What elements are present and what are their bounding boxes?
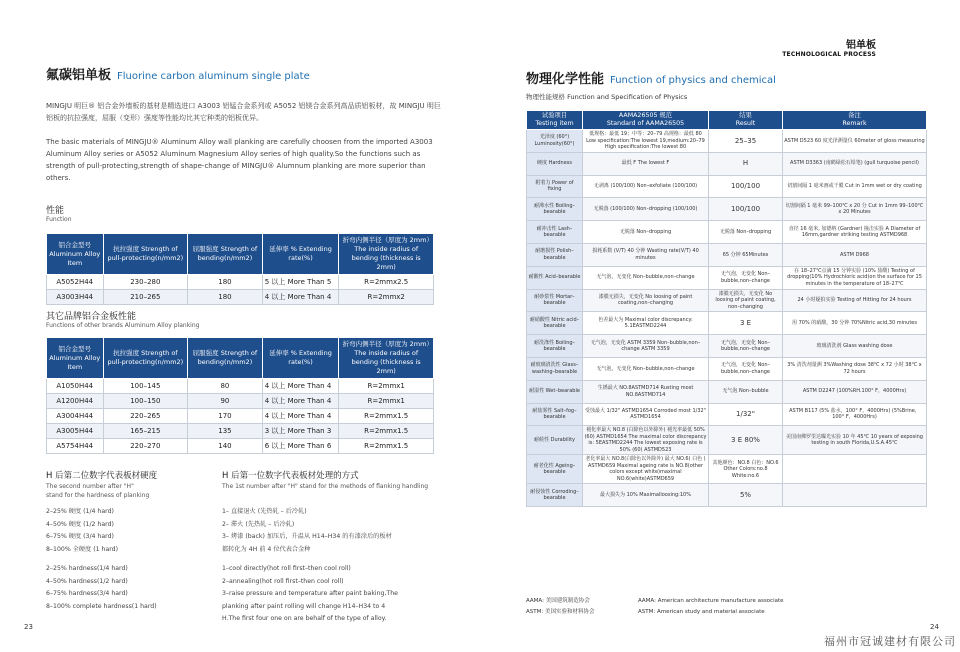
table-row xyxy=(527,175,927,198)
standard-cell: 无气泡，无变化 Non–bubble,non–change xyxy=(583,357,709,380)
remark-cell: 用 70% 的硝酸，30 分钟 70%Nitric acid,30 minutes xyxy=(783,312,927,335)
intro-en: The basic materials of MINGJU® Aluminum Alloy wall planking are carefully choosen from the imported A3003 Aluminum Alloy series or A5052 Aluminum Magnesium Alloy series of high quality.So the functions such as strength of pull-protecting,strength of shape-change of MINGJU® Alumnum planking are more superior than others. xyxy=(46,138,433,182)
table-cell: A3003H44 xyxy=(47,290,104,305)
table-cell: A1200H44 xyxy=(47,394,104,409)
table-cell: 220–265 xyxy=(103,409,188,424)
standard-cell: 无剥离 (100/100) Non–exfoliate (100/100) xyxy=(583,175,709,198)
result-cell: 无气泡，无变化 Non–bubble,non–change xyxy=(709,266,783,289)
table-cell: 3 以上 More Than 3 xyxy=(262,424,339,439)
table-row xyxy=(527,455,927,484)
table-header-cell: 铝合金型号 Aluminum Alloy Item xyxy=(47,338,104,379)
result-cell: 无气泡，无变化 Non–bubble,non–change xyxy=(709,357,783,380)
remark-cell: 在 18–27℃点滴 15 分钟实验 (10% 盐酸) Testing of dropping(10% Hydrochloric acid)on the surface for 15 minutes in the temperature of 18–27℃ xyxy=(783,266,927,289)
list-item: 8–100% 全硬度 (1 hard) xyxy=(46,545,119,553)
table-row xyxy=(47,379,434,394)
table-row xyxy=(527,130,927,153)
page-number-left: 23 xyxy=(24,623,33,631)
table-row xyxy=(527,152,927,175)
table-header-cell: 折弯内侧半径（厚度为 2mm）The inside radius of bending (thickness is 2mm) xyxy=(339,338,434,379)
table-row xyxy=(47,424,434,439)
table-header-cell: 抗拉强度 Strength of pull-protecting(n/mm2) xyxy=(103,338,188,379)
table-cell: A5052H44 xyxy=(47,275,104,290)
table-cell: R=2mmx1 xyxy=(339,394,434,409)
list-item: 4–50% 硬度 (1/2 hard) xyxy=(46,520,114,528)
list-item: 都转化为 4H 前 4 位代表合金种 xyxy=(222,545,311,553)
table-cell: 165–215 xyxy=(103,424,188,439)
table-cell: R=2mmx2 xyxy=(339,290,434,305)
standard-cell: 褪化率最大 NO.8 (白除色以外除外) 褪光率最低 50% (60) ASTMD1654 The maximal color discrepancy is: 5EASTMD2244 The lowest exposing rate is 50% (60) ASTMD523 xyxy=(584,427,707,453)
footnote-cn: ASTM: 美国实验和材料协会 xyxy=(526,609,595,615)
list-item: 6–75% hardness(3/4 hard) xyxy=(46,590,128,597)
remark-cell: ASTM D523 60 度光泽测量仪 60meter of gloss measuring xyxy=(783,130,927,153)
h1-en-list xyxy=(222,563,398,626)
remark-cell xyxy=(783,455,927,484)
test-item: 耐玻璃清洗性 Glass–washing–bearable xyxy=(527,357,583,380)
table-row xyxy=(527,198,927,221)
standard-cell: 生锈最大 NO.8ASTMD714 Rusting most NO.8ASTMD714 xyxy=(583,380,709,403)
header-en: Standard of AAMA26505 xyxy=(606,120,685,127)
table-cell: 170 xyxy=(188,409,263,424)
standard-cell: 最低 F The lowest F xyxy=(583,152,709,175)
list-item: 4–50% hardness(1/2 hard) xyxy=(46,577,128,585)
table-cell: A5754H44 xyxy=(47,439,104,454)
standard-cell: 损耗系数 (V/T) 40 分钟 Wasting rate(V/T) 40 minutes xyxy=(583,243,709,266)
list-item: 2–annealing(hot roll first–then cool roll) xyxy=(222,577,344,585)
table-cell: 6 以上 More Than 6 xyxy=(262,439,339,454)
standard-cell: 受蚀最大 1/32" ASTMD1654 Corroded most 1/32" ASTMD1654 xyxy=(583,403,709,426)
test-item: 耐硝酸性 Nitric acid–bearable xyxy=(527,312,583,335)
standard-cell: 低规格：最低 19；中等：20–79 高规格：最低 80 Low specification:The lowest 19,medium:20–79 High specification:The lowest 80 xyxy=(583,130,709,153)
table-other xyxy=(46,337,434,454)
result-cell: 5% xyxy=(709,484,783,507)
header-badge: 铝单板 TECHNOLOGICAL PROCESS xyxy=(782,40,876,58)
test-item: 耐磨损性 Polish–bearable xyxy=(527,243,583,266)
remark-cell: 3% 清洗剂量测 3%Washing dose 38℃ x 72 小时 38℃ x 72 hours xyxy=(783,357,927,380)
table-header-cell: 屈服强度 Strength of bending(n/mm2) xyxy=(188,234,263,275)
right-page xyxy=(480,0,960,652)
standard-cell: 无气泡，无变化 Non–bubble,non–change xyxy=(583,266,709,289)
table-cell: R=2mmx2.5 xyxy=(339,275,434,290)
remark-cell: ASTM B117 (5% 盐水，100° F，4000Hrs) (5%Brine，100° F，4000Hrs) xyxy=(783,403,927,426)
intro-cn: MINGJU 明巨® 铝合金外墙板的基材是精选进口 A3003 铝锰合金系列或 A5052 铝镁合金系列高品质铝板材，故 MINGJU 明巨 铝板的抗拉强度，屈服（变形）强度等性能均比其它种类的铝板优异。 xyxy=(46,102,441,122)
table-cell: R=2mmx1.5 xyxy=(339,424,434,439)
table-cell: R=2mmx1.5 xyxy=(339,409,434,424)
list-item: 8–100% complete hardness(1 hard) xyxy=(46,602,157,610)
left-title: 氟碳铝单板 Fluorine carbon aluminum single plate xyxy=(46,68,310,83)
remark-cell: ASTM D968 xyxy=(783,243,927,266)
result-cell: 其他颜色：NO.8 白色：NO.6 Other Colors:no.8 White:no.6 xyxy=(709,455,783,484)
result-cell: 65 分钟 65Minutes xyxy=(709,243,783,266)
header-cn: AAMA26505 规范 xyxy=(618,112,673,119)
table-cell: R=2mmx1 xyxy=(339,379,434,394)
standard-cell: 老化率最大 NO.8(白除色以外除外) 最大 NO.6( 白色 ) ASTMD659 Maximal ageing rate is NO.8(other colors except white)maximal NO.6(white)ASTMD659 xyxy=(583,455,709,484)
table-cell: 80 xyxy=(188,379,263,394)
footnote-en: ASTM: American study and material associate xyxy=(638,609,765,615)
watermark-text: 福州市冠诚建材有限公司 xyxy=(824,635,956,648)
remark-cell: 直径 16 毫米, 加德纳 (Gardner) 撞击实验 A Diameter of 16mm,gardner striking testing ASTMD968 xyxy=(783,221,927,244)
standard-cell: 无脱落 (100/100) Non–dropping (100/100) xyxy=(583,198,709,221)
test-item: 附着力 Power of fixing xyxy=(527,175,583,198)
standard-cell: 色差最大为 Maximal color discrepancy: 5.1EASTMD2244 xyxy=(583,312,709,335)
table-cell: R=2mmx1.5 xyxy=(339,439,434,454)
test-item: 耐盐雾性 Salt–fog–bearable xyxy=(527,403,583,426)
list-item: 6–75% 硬度 (3/4 hard) xyxy=(46,533,114,540)
list-item: 2– 滞火 (先热轧 – 后冷轧) xyxy=(222,520,295,528)
table-header-cell: 延伸率 % Extending rate(%) xyxy=(262,234,339,275)
remark-cell: 美国南佛罗里达曝光实验 10 年 45℃ 10 years of exposing testing in south Florida,U.S.A.45℃ xyxy=(783,426,927,455)
header-cn: 试验项目 xyxy=(541,112,568,119)
h1-block: H 后第一位数字代表板材处理的方式 The 1st number after "H" stand for the methods of flanking handling xyxy=(222,471,429,490)
table-row xyxy=(527,335,927,358)
table-cell: 180 xyxy=(188,275,263,290)
table-row xyxy=(527,403,927,426)
table-header-cell xyxy=(583,111,709,130)
list-item: 1–cool directly(hot roll first–then cool roll) xyxy=(222,565,351,572)
table-cell: 210–265 xyxy=(103,290,188,305)
result-cell: 100/100 xyxy=(709,175,783,198)
remark-cell: 切割间隔 1 毫米画或干膜 Cut in 1mm wet or dry coating xyxy=(783,175,927,198)
list-item: planking after paint rolling will change H14–H34 to 4 xyxy=(222,602,386,610)
table-row xyxy=(47,290,434,305)
footnote-row xyxy=(526,607,784,618)
table-row xyxy=(47,394,434,409)
table-header-cell xyxy=(783,111,927,130)
page-number-right: 24 xyxy=(930,623,939,631)
other-heading: 其它品牌铝合金板性能 Functions of other brands Aluminum Alloy planking xyxy=(46,312,200,329)
table-cell: 5 以上 More Than 5 xyxy=(262,275,339,290)
header-cn: 备注 xyxy=(848,112,861,119)
function-heading: 性能 Function xyxy=(46,206,72,223)
remark-cell: 玻璃清洗剂 Glass washing dose xyxy=(783,335,927,358)
table-cell: 4 以上 More Than 4 xyxy=(262,409,339,424)
test-item: 硬度 Hardness xyxy=(527,152,583,175)
standard-cell: 无脱落 Non–dropping xyxy=(583,221,709,244)
standard-cell: 最大损失为 10% Maximalloosing:10% xyxy=(583,484,709,507)
standard-cell: 漆膜无损失，无变化 No loosing of paint coating,non–changing xyxy=(583,289,709,312)
list-item: 2–25% 硬度 (1/4 hard) xyxy=(46,508,114,515)
test-item: 耐湿性 Wet–bearable xyxy=(527,380,583,403)
remark-cell xyxy=(783,484,927,507)
table-cell: 140 xyxy=(188,439,263,454)
table-cell: 220–270 xyxy=(103,439,188,454)
header-en: Testing item xyxy=(535,120,574,127)
table-row xyxy=(527,426,927,455)
table-row xyxy=(47,409,434,424)
result-cell: 100/100 xyxy=(709,198,783,221)
table-cell: 230–280 xyxy=(103,275,188,290)
table-row xyxy=(527,312,927,335)
table-cell: 90 xyxy=(188,394,263,409)
result-cell: 漆膜无损失，无变化 No loosing of paint coating, non–changing xyxy=(709,289,783,312)
footnote-cn: AAMA: 美国建筑制造协会 xyxy=(526,598,590,604)
test-item: 耐洗涤性 Boiling–bearable xyxy=(527,335,583,358)
result-cell: 25–35 xyxy=(709,130,783,153)
list-item: 2–25% hardness(1/4 hard) xyxy=(46,565,128,572)
footnotes xyxy=(526,596,784,618)
table-own xyxy=(46,233,434,305)
h2-cn-list xyxy=(46,506,118,556)
test-item: 耐候性 Durability xyxy=(527,426,583,455)
list-item: 3–raise pressure and temperature after paint baking,The xyxy=(222,590,398,597)
table-cell: 4 以上 More Than 4 xyxy=(262,394,339,409)
header-cn: 结果 xyxy=(739,112,752,119)
remark-cell: 切割间隔 1 毫米 99–100℃ x 20 分 Cut in 1mm 99–100℃ x 20 Minutes xyxy=(783,198,927,221)
table-header-cell xyxy=(527,111,583,130)
header-en: Remark xyxy=(842,120,867,127)
result-cell: 3 E 80% xyxy=(709,426,783,455)
table-row xyxy=(47,439,434,454)
table-cell: 100–145 xyxy=(103,379,188,394)
test-item: 耐老化性 Ageing–bearable xyxy=(527,455,583,484)
table-cell: A3004H44 xyxy=(47,409,104,424)
table-cell: 100–150 xyxy=(103,394,188,409)
test-item: 耐侵蚀性 Corroding–bearable xyxy=(527,484,583,507)
table-header-cell xyxy=(709,111,783,130)
h2-en-list xyxy=(46,563,157,613)
result-cell: 无气泡，无变化 Non–bubble,non–change xyxy=(709,335,783,358)
table-header-cell: 铝合金型号 Aluminum Alloy Item xyxy=(47,234,104,275)
right-title: 物理化学性能 Function of physics and chemical xyxy=(526,72,776,87)
table-cell: 180 xyxy=(188,290,263,305)
standard-cell: 无气泡，无变化 ASTM 3359 Non–bubble,non–change ASTM 3359 xyxy=(583,335,709,358)
table-cell: 4 以上 More Than 4 xyxy=(262,290,339,305)
test-item: 耐酸性 Acid–bearable xyxy=(527,266,583,289)
remark-cell: 24 小时疑拍实验 Testing of Hitting for 24 hours xyxy=(783,289,927,312)
result-cell: H xyxy=(709,152,783,175)
table-row xyxy=(527,221,927,244)
test-item: 耐砂浆性 Mortar–bearable xyxy=(527,289,583,312)
list-item: 1– 直接退火 (先热轧 – 后冷轧) xyxy=(222,508,307,515)
footnote-row xyxy=(526,596,784,607)
table-row xyxy=(47,275,434,290)
table-row xyxy=(527,380,927,403)
result-cell: 无脱落 Non–dropping xyxy=(709,221,783,244)
table-cell: 4 以上 More Than 4 xyxy=(262,379,339,394)
table-row xyxy=(527,243,927,266)
table-header-cell: 屈服强度 Strength of bending(n/mm2) xyxy=(188,338,263,379)
h2-block: H 后第二位数字代表板材硬度 The second number after "H" stand for the hardness of planking xyxy=(46,471,158,499)
list-item: H.The first four one on are behalf of the type of alloy. xyxy=(222,615,387,622)
remark-cell: ASTM D3363 (南鹤绿松石铅笔) (gull turquoise pencil) xyxy=(783,152,927,175)
right-subtitle: 物理性能规格 Function and Specification of Physics xyxy=(526,93,688,101)
physics-table xyxy=(526,110,927,507)
table-cell: A1050H44 xyxy=(47,379,104,394)
result-cell: 无气泡 Non–bubble xyxy=(709,380,783,403)
test-item: 光泽度 (60°) Luminosity(60°) xyxy=(527,130,583,153)
table-cell: A3005H44 xyxy=(47,424,104,439)
table-header-cell: 抗拉强度 Strength of pull-protecting(n/mm2) xyxy=(103,234,188,275)
table-row xyxy=(527,484,927,507)
test-item: 耐沸水性 Boiling–bearable xyxy=(527,198,583,221)
h1-cn-list xyxy=(222,506,392,556)
table-header-cell: 折弯内侧半径（厚度为 2mm）The inside radius of bending (thickness is 2mm) xyxy=(339,234,434,275)
table-cell: 135 xyxy=(188,424,263,439)
test-item: 耐冲击性 Lash–bearable xyxy=(527,221,583,244)
table-row xyxy=(527,266,927,289)
table-row xyxy=(527,289,927,312)
header-en: Result xyxy=(735,120,756,127)
list-item: 3– 烤漆 (back) 加压后，升温从 H14–H34 的有漆涂后的板材 xyxy=(222,533,392,540)
result-cell: 1/32" xyxy=(709,403,783,426)
result-cell: 3 E xyxy=(709,312,783,335)
table-header-cell: 延伸率 % Extending rate(%) xyxy=(262,338,339,379)
remark-cell: ASTM D2247 (100%RH.100° F，4000Hrs) xyxy=(783,380,927,403)
table-row xyxy=(527,357,927,380)
footnote-en: AAMA: American architecture manufacture associate xyxy=(638,598,784,604)
